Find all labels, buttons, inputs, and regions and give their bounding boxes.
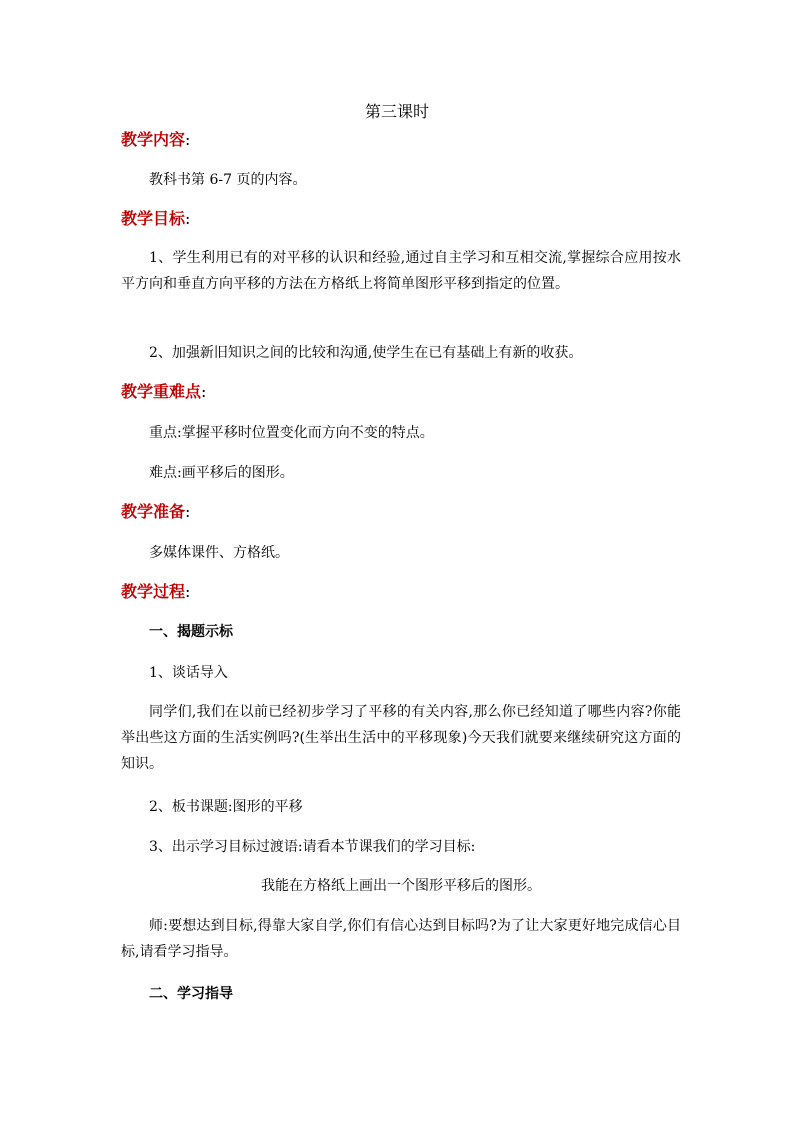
heading-teaching-prep — [121, 500, 190, 524]
step-1-text: 同学们,我们在以前已经初步学习了平移的有关内容,那么你已经知道了哪些内容?你能举出些这方面的生活实例吗?(生举出生活中的平移现象)今天我们就要来继续研究这方面的知识。 — [121, 704, 681, 772]
key-point-text: 重点:掌握平移时位置变化而方向不变的特点。 — [149, 425, 434, 441]
learning-goal-line: 我能在方格纸上画出一个图形平移后的图形。 — [261, 878, 541, 894]
goal-item-2: 2、加强新旧知识之间的比较和沟通,使学生在已有基础上有新的收获。 — [149, 345, 583, 361]
heading-colon: : — [185, 130, 191, 149]
heading-colon: : — [185, 502, 191, 521]
heading-teaching-goals-label: 教学目标 — [121, 209, 186, 228]
step-2-text: 2、板书课题:图形的平移 — [149, 799, 303, 815]
part-2-title: 二、学习指导 — [149, 986, 233, 1002]
step-3-text: 3、出示学习目标过渡语:请看本节课我们的学习目标: — [149, 839, 476, 855]
teaching-content-text: 教科书第 6-7 页的内容。 — [149, 172, 307, 188]
heading-teaching-process — [121, 580, 190, 604]
teaching-prep-text: 多媒体课件、方格纸。 — [149, 545, 289, 561]
step-1-title: 1、谈话导入 — [149, 665, 228, 681]
part-1-title: 一、揭题示标 — [149, 624, 233, 640]
heading-teaching-goals — [121, 207, 190, 231]
teacher-line: 师:要想达到目标,得靠大家自学,你们有信心达到目标吗?为了让大家更好地完成信心目标,请看学习指导。 — [121, 918, 681, 960]
difficult-point-text: 难点:画平移后的图形。 — [149, 465, 294, 481]
goal-item-1: 1、学生利用已有的对平移的认识和经验,通过自主学习和互相交流,掌握综合应用按水平方向和垂直方向平移的方法在方格纸上将简单图形平移到指定的位置。 — [121, 250, 681, 292]
heading-colon: : — [185, 209, 191, 228]
heading-key-difficult-points-label: 教学重难点 — [121, 382, 202, 401]
heading-key-difficult-points — [121, 380, 206, 404]
heading-teaching-prep-label: 教学准备 — [121, 502, 186, 521]
heading-colon: : — [201, 382, 207, 401]
heading-teaching-process-label: 教学过程 — [121, 582, 186, 601]
page-title: 第三课时 — [364, 102, 429, 121]
heading-teaching-content — [121, 128, 190, 152]
heading-teaching-content-label: 教学内容 — [121, 130, 186, 149]
heading-colon: : — [185, 582, 191, 601]
